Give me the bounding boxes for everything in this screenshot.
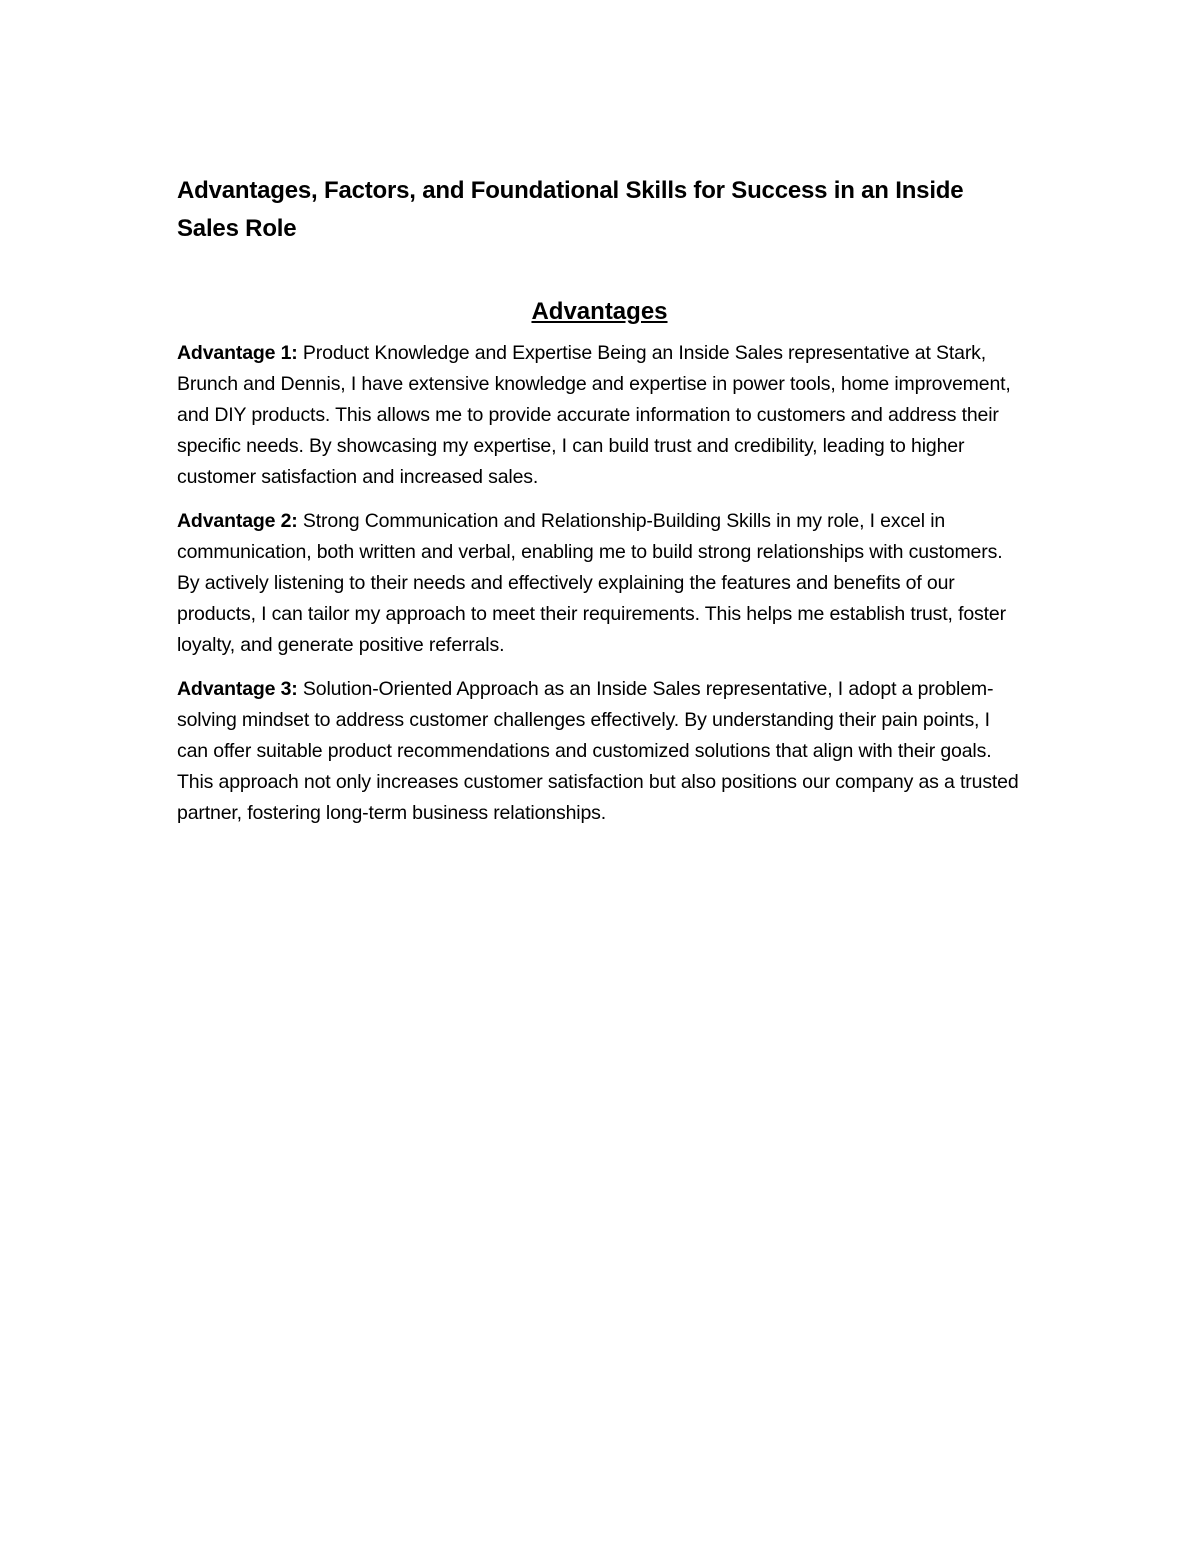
advantage-text-1: Product Knowledge and Expertise Being an Inside Sales representative at Stark, Brunch and Dennis, I have extensive knowledge and expertise in power tools, home improvement, and DIY products. This allows me to provide accurate information to customers and address their specific needs. By showcasing my expertise, I can build trust and credibility, leading to higher customer satisfaction and increased sales. <box>177 342 1011 488</box>
advantage-text-2: Strong Communication and Relationship-Building Skills in my role, I excel in communication, both written and verbal, enabling me to build strong relationships with customers. By actively listening to their needs and effectively explaining the features and benefits of our products, I can tailor my approach to meet their requirements. This helps me establish trust, foster loyalty, and generate positive referrals. <box>177 510 1006 656</box>
advantage-paragraph-1 <box>177 338 1022 493</box>
advantage-label-2: Advantage 2: <box>177 510 298 532</box>
advantage-paragraph-3 <box>177 674 1022 829</box>
advantage-paragraph-2 <box>177 506 1022 661</box>
advantage-label-3: Advantage 3: <box>177 678 298 700</box>
section-heading-advantages: Advantages <box>531 298 668 325</box>
document-body <box>177 172 1022 829</box>
document-title: Advantages, Factors, and Foundational Skills for Success in an Inside Sales Role <box>177 177 964 242</box>
advantage-label-1: Advantage 1: <box>177 342 298 364</box>
advantage-text-3: Solution-Oriented Approach as an Inside Sales representative, I adopt a problem-solving mindset to address customer challenges effectively. By understanding their pain points, I can offer suitable product recommendations and customized solutions that align with their goals. This approach not only increases customer satisfaction but also positions our company as a trusted partner, fostering long-term business relationships. <box>177 678 1019 824</box>
